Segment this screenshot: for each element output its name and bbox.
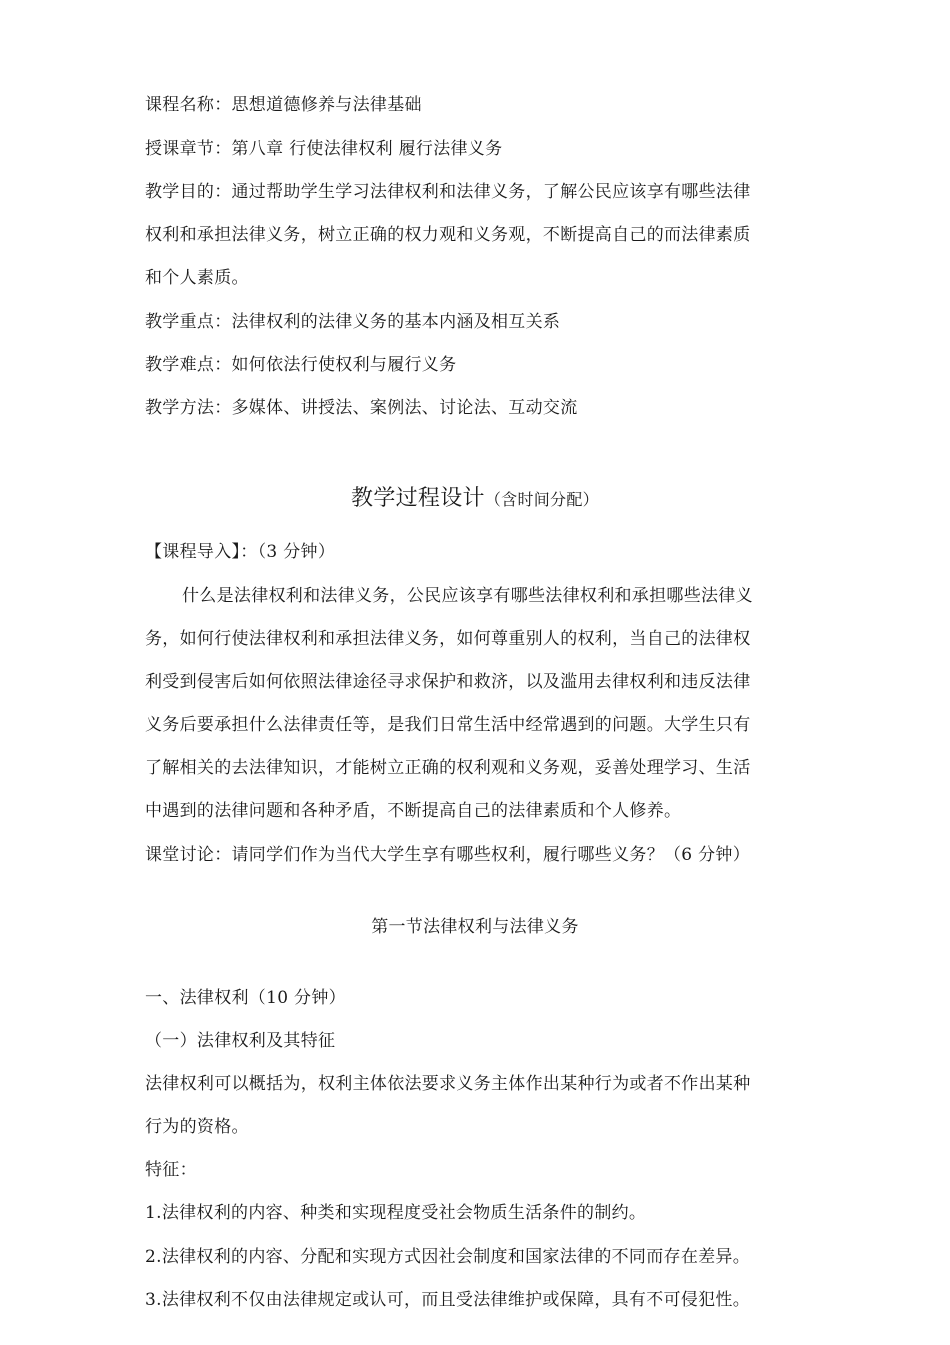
chapter: 授课章节：第八章 行使法律权利 履行法律义务 bbox=[145, 139, 503, 159]
intro-heading: 【课程导入】：（3 分钟） bbox=[145, 542, 336, 562]
intro-line-3: 利受到侵害后如何依照法律途径寻求保护和救济，以及滥用去律权利和违反法律 bbox=[145, 672, 751, 692]
features-label: 特征： bbox=[145, 1160, 197, 1180]
feature-3: 3.法律权利不仅由法律规定或认可，而且受法律维护或保障，具有不可侵犯性。 bbox=[145, 1290, 751, 1310]
key-points: 教学重点：法律权利的法律义务的基本内涵及相互关系 bbox=[145, 312, 561, 332]
methods: 教学方法：多媒体、讲授法、案例法、讨论法、互动交流 bbox=[145, 398, 578, 418]
design-title-text: 教学过程设计 bbox=[351, 486, 485, 511]
intro-line-2: 务，如何行使法律权利和承担法律义务，如何尊重别人的权利，当自己的法律权 bbox=[145, 629, 751, 649]
purpose-line-2: 权利和承担法律义务，树立正确的权力观和义务观，不断提高自己的而法律素质 bbox=[145, 225, 751, 245]
feature-2: 2.法律权利的内容、分配和实现方式因社会制度和国家法律的不同而存在差异。 bbox=[145, 1247, 751, 1267]
section-title: 第一节法律权利与法律义务 bbox=[371, 917, 579, 937]
intro-line-4: 义务后要承担什么法律责任等，是我们日常生活中经常遇到的问题。大学生只有 bbox=[145, 715, 751, 735]
design-title-note: （含时间分配） bbox=[484, 490, 599, 509]
feature-1: 1.法律权利的内容、种类和实现程度受社会物质生活条件的制约。 bbox=[145, 1203, 647, 1223]
definition-line-2: 行为的资格。 bbox=[145, 1117, 249, 1137]
intro-line-5: 了解相关的去法律知识，才能树立正确的权利观和义务观，妥善处理学习、生活 bbox=[145, 758, 751, 778]
design-title bbox=[0, 484, 950, 515]
purpose-line-3: 和个人素质。 bbox=[145, 268, 249, 288]
definition-line-1: 法律权利可以概括为，权利主体依法要求义务主体作出某种行为或者不作出某种 bbox=[145, 1074, 751, 1094]
part-1-heading: 一、法律权利（10 分钟） bbox=[145, 988, 346, 1008]
purpose-line-1: 教学目的：通过帮助学生学习法律权利和法律义务，了解公民应该享有哪些法律 bbox=[145, 182, 751, 202]
intro-line-6: 中遇到的法律问题和各种矛盾，不断提高自己的法律素质和个人修养。 bbox=[145, 801, 682, 821]
intro-line-1: 什么是法律权利和法律义务，公民应该享有哪些法律权利和承担哪些法律义 bbox=[182, 586, 753, 606]
course-name: 课程名称：思想道德修养与法律基础 bbox=[145, 95, 422, 115]
sub-1-heading: （一）法律权利及其特征 bbox=[145, 1031, 336, 1051]
difficulties: 教学难点：如何依法行使权利与履行义务 bbox=[145, 355, 457, 375]
discussion: 课堂讨论：请同学们作为当代大学生享有哪些权利，履行哪些义务？（6 分钟） bbox=[145, 845, 751, 865]
